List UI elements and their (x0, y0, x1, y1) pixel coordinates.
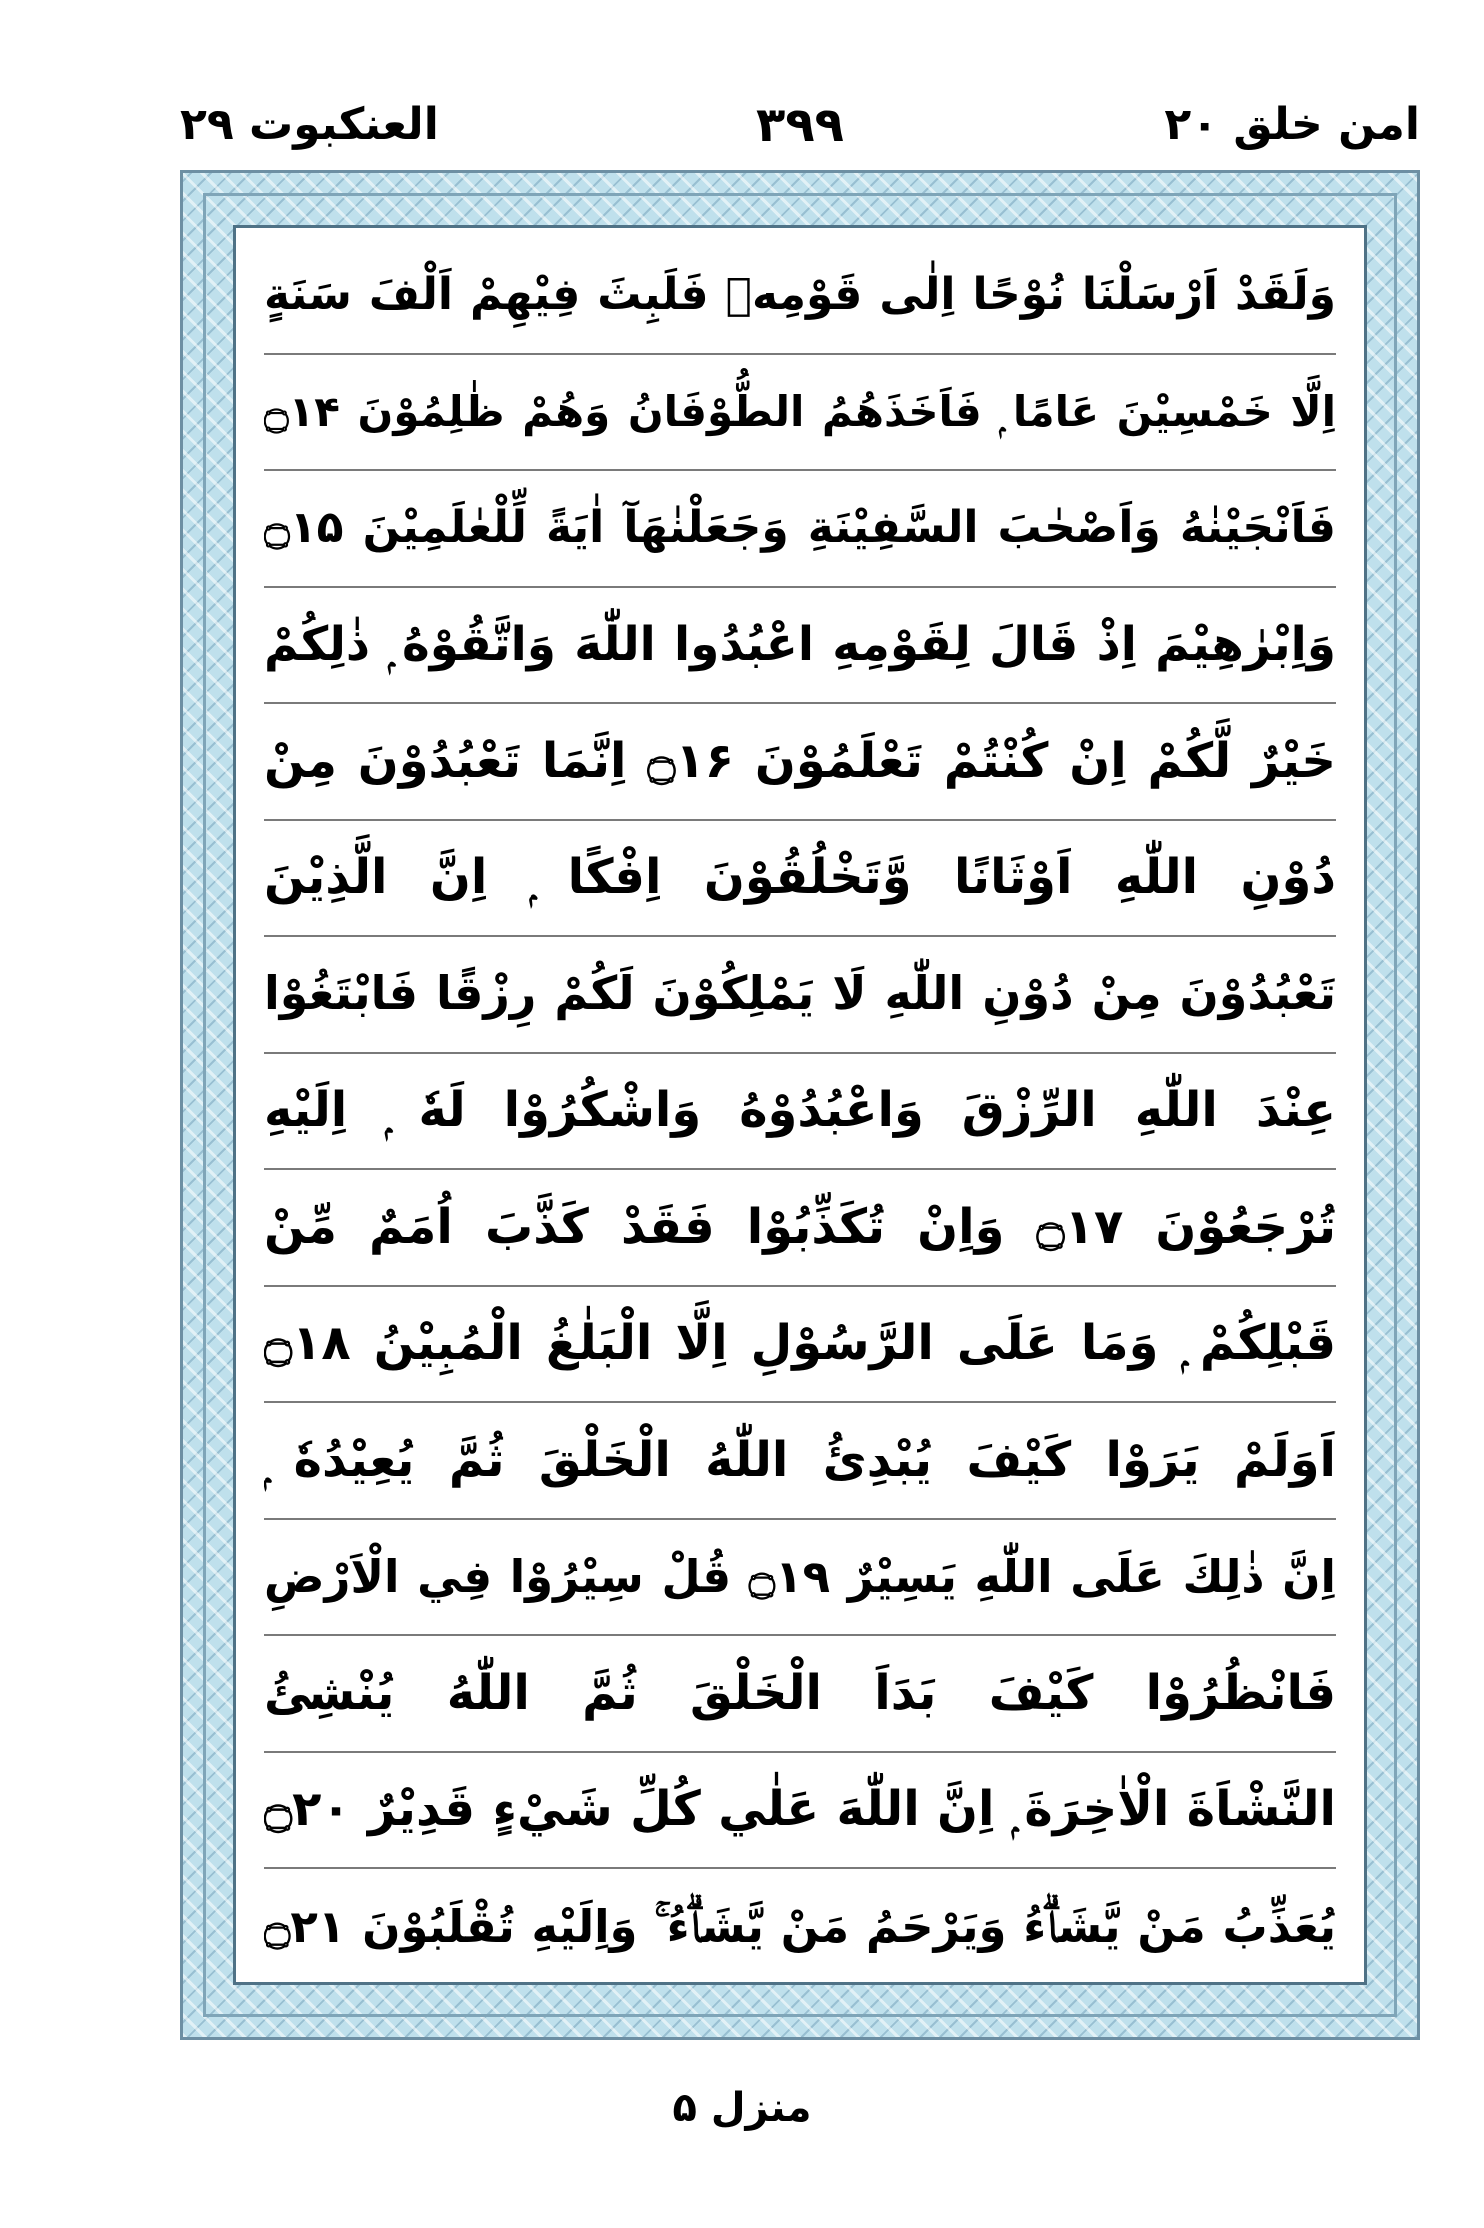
page-number: ۳۹۹ (756, 97, 844, 153)
text-line-6: دُوْنِ اللّٰهِ اَوْثَانًا وَّتَخْلُقُوْنَ اِفْكًا ۭ اِنَّ الَّذِيْنَ (264, 821, 1336, 938)
text-line-12: اِنَّ ذٰلِكَ عَلَى اللّٰهِ يَسِيْرٌ ۝۱۹ قُلْ سِيْرُوْا فِي الْاَرْضِ (264, 1520, 1336, 1637)
page-header (180, 95, 1420, 165)
text-line-1: وَلَقَدْ اَرْسَلْنَا نُوْحًا اِلٰى قَوْمِهٖ فَلَبِثَ فِيْهِمْ اَلْفَ سَنَةٍ (264, 238, 1336, 355)
text-line-10: قَبْلِكُمْ ۭ وَمَا عَلَى الرَّسُوْلِ اِلَّا الْبَلٰغُ الْمُبِيْنُ ۝۱۸ (264, 1287, 1336, 1404)
text-line-7: تَعْبُدُوْنَ مِنْ دُوْنِ اللّٰهِ لَا يَمْلِكُوْنَ لَكُمْ رِزْقًا فَابْتَغُوْا (264, 937, 1336, 1054)
text-line-2: اِلَّا خَمْسِيْنَ عَامًا ۭ فَاَخَذَهُمُ الطُّوْفَانُ وَهُمْ ظٰلِمُوْنَ ۝۱۴ (264, 355, 1336, 472)
text-line-13: فَانْظُرُوْا كَيْفَ بَدَاَ الْخَلْقَ ثُمَّ اللّٰهُ يُنْشِئُ (264, 1636, 1336, 1753)
text-line-8: عِنْدَ اللّٰهِ الرِّزْقَ وَاعْبُدُوْهُ وَاشْكُرُوْا لَهٗ ۭ اِلَيْهِ (264, 1054, 1336, 1171)
text-line-11: اَوَلَمْ يَرَوْا كَيْفَ يُبْدِئُ اللّٰهُ الْخَلْقَ ثُمَّ يُعِيْدُهٗ ۭ (264, 1403, 1336, 1520)
manzil-footer: منزل ۵ (672, 2085, 812, 2131)
text-line-3: فَاَنْجَيْنٰهُ وَاَصْحٰبَ السَّفِيْنَةِ وَجَعَلْنٰهَآ اٰيَةً لِّلْعٰلَمِيْنَ ۝۱۵ (264, 471, 1336, 588)
ornamental-border (180, 170, 1420, 2040)
text-line-14: النَّشْاَةَ الْاٰخِرَةَ ۭ اِنَّ اللّٰهَ عَلٰي كُلِّ شَيْءٍ قَدِيْرٌ ۝۲۰ (264, 1753, 1336, 1870)
text-line-5: خَيْرٌ لَّكُمْ اِنْ كُنْتُمْ تَعْلَمُوْنَ ۝۱۶ اِنَّمَا تَعْبُدُوْنَ مِنْ (264, 704, 1336, 821)
verse-text-area (233, 225, 1367, 1985)
text-line-4: وَاِبْرٰهِيْمَ اِذْ قَالَ لِقَوْمِهِ اعْبُدُوا اللّٰهَ وَاتَّقُوْهُ ۭ ذٰلِكُمْ (264, 588, 1336, 705)
text-line-15: يُعَذِّبُ مَنْ يَّشَاۗءُ وَيَرْحَمُ مَنْ يَّشَاۗءُ ۚ وَاِلَيْهِ تُقْلَبُوْنَ ۝۲۱ (264, 1900, 1336, 1954)
juz-title: امن خلق ۲۰ (1164, 99, 1420, 150)
text-line-9: تُرْجَعُوْنَ ۝۱۷ وَاِنْ تُكَذِّبُوْا فَقَدْ كَذَّبَ اُمَمٌ مِّنْ (264, 1170, 1336, 1287)
surah-title: العنکبوت ۲۹ (180, 99, 439, 150)
